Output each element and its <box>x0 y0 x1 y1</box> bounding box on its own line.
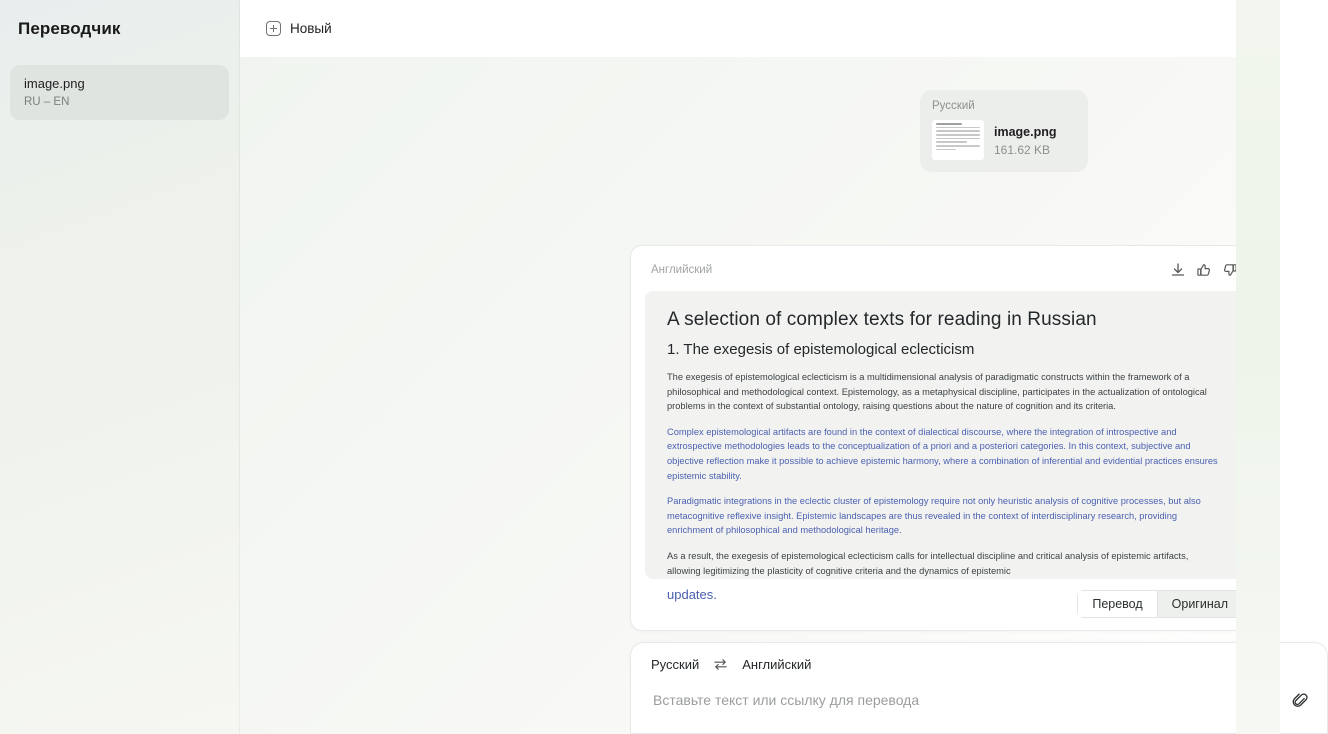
main-area <box>240 0 1280 734</box>
sidebar <box>0 0 240 734</box>
target-language-label: Английский <box>651 264 713 276</box>
preview-title: A selection of complex texts for reading in Russian <box>667 309 1097 330</box>
app-brand-title: Переводчик <box>18 18 121 38</box>
thumbs-down-icon[interactable] <box>1217 257 1243 283</box>
scroll-top-marker <box>1266 55 1277 66</box>
file-meta <box>994 124 1057 157</box>
download-icon[interactable] <box>1165 257 1191 283</box>
file-thumbnail <box>932 120 984 160</box>
translation-card-header <box>645 259 1243 281</box>
preview-trailing-highlight: updates. <box>667 587 717 603</box>
paperclip-icon[interactable] <box>1292 692 1309 709</box>
tab-translation[interactable]: Перевод <box>1078 591 1156 617</box>
swap-arrows-icon[interactable] <box>713 657 728 672</box>
uploaded-file-message[interactable] <box>920 90 1088 172</box>
view-mode-toggle <box>1077 590 1243 618</box>
conversation-area <box>240 57 1280 734</box>
document-preview <box>645 291 1243 603</box>
file-size: 161.62 KB <box>994 142 1051 157</box>
translation-card-footer <box>645 590 1243 618</box>
source-language-label: Русский <box>932 100 975 112</box>
composer <box>630 642 1328 734</box>
source-language-select[interactable]: Русский <box>651 657 700 672</box>
sidebar-header <box>0 0 239 57</box>
kebab-menu-icon[interactable] <box>1240 18 1262 40</box>
preview-subtitle: 1. The exegesis of epistemological eclecticism <box>667 341 975 358</box>
plus-icon <box>266 21 281 36</box>
preview-paragraph: The exegesis of epistemological eclecticism is a multidimensional analysis of paradigmatic constructs within the framework of a philosophical and methodological context. Epistemology, as a metaphysical discipline, participates in the actualization of ontological problems in the context of substantial ontology, raising questions about the nature of cognition and its criteria. <box>667 372 1207 412</box>
file-row <box>932 120 1076 160</box>
language-selector-row <box>651 657 1309 672</box>
thumbs-up-icon[interactable] <box>1191 257 1217 283</box>
composer-input-row <box>651 691 1309 709</box>
preview-paragraph: Complex epistemological artifacts are found in the context of dialectical discourse, where the integration of introspective and extrospective methodologies leads to the conceptualization of a priori and a posteriori categories. In this context, subjective and objective reflection make it possible to achieve epistemic harmony, where a combination of inferential and evidential practices ensures epistemic stability. <box>667 426 1218 481</box>
translation-result-card <box>630 245 1258 631</box>
document-list <box>0 57 239 120</box>
top-bar <box>240 0 1280 57</box>
tab-original[interactable]: Оригинал <box>1157 591 1242 617</box>
document-name: image.png <box>24 76 85 91</box>
list-item[interactable] <box>10 65 229 120</box>
preview-paragraph: Paradigmatic integrations in the eclectic cluster of epistemology require not only heuristic analysis of cognitive processes, but also metacognitive reflexive insight. Epistemic landscapes are thus revealed in the context of interdisciplinary research, providing enrichment of philosophical and methodological heritage. <box>667 496 1201 536</box>
target-language-select[interactable]: Английский <box>742 657 812 672</box>
file-name: image.png <box>994 124 1057 139</box>
new-translation-button[interactable] <box>260 17 338 40</box>
new-translation-label: Новый <box>290 21 332 36</box>
preview-paragraph: As a result, the exegesis of epistemological eclecticism calls for intellectual discipline and critical analysis of epistemic artifacts, allowing legitimizing the plasticity of cognitive criteria and the dynamics of epistemic <box>667 550 1189 576</box>
document-language-pair: RU – EN <box>24 96 70 108</box>
scroll-bottom-marker <box>1266 544 1277 555</box>
translation-input[interactable] <box>651 691 1282 709</box>
